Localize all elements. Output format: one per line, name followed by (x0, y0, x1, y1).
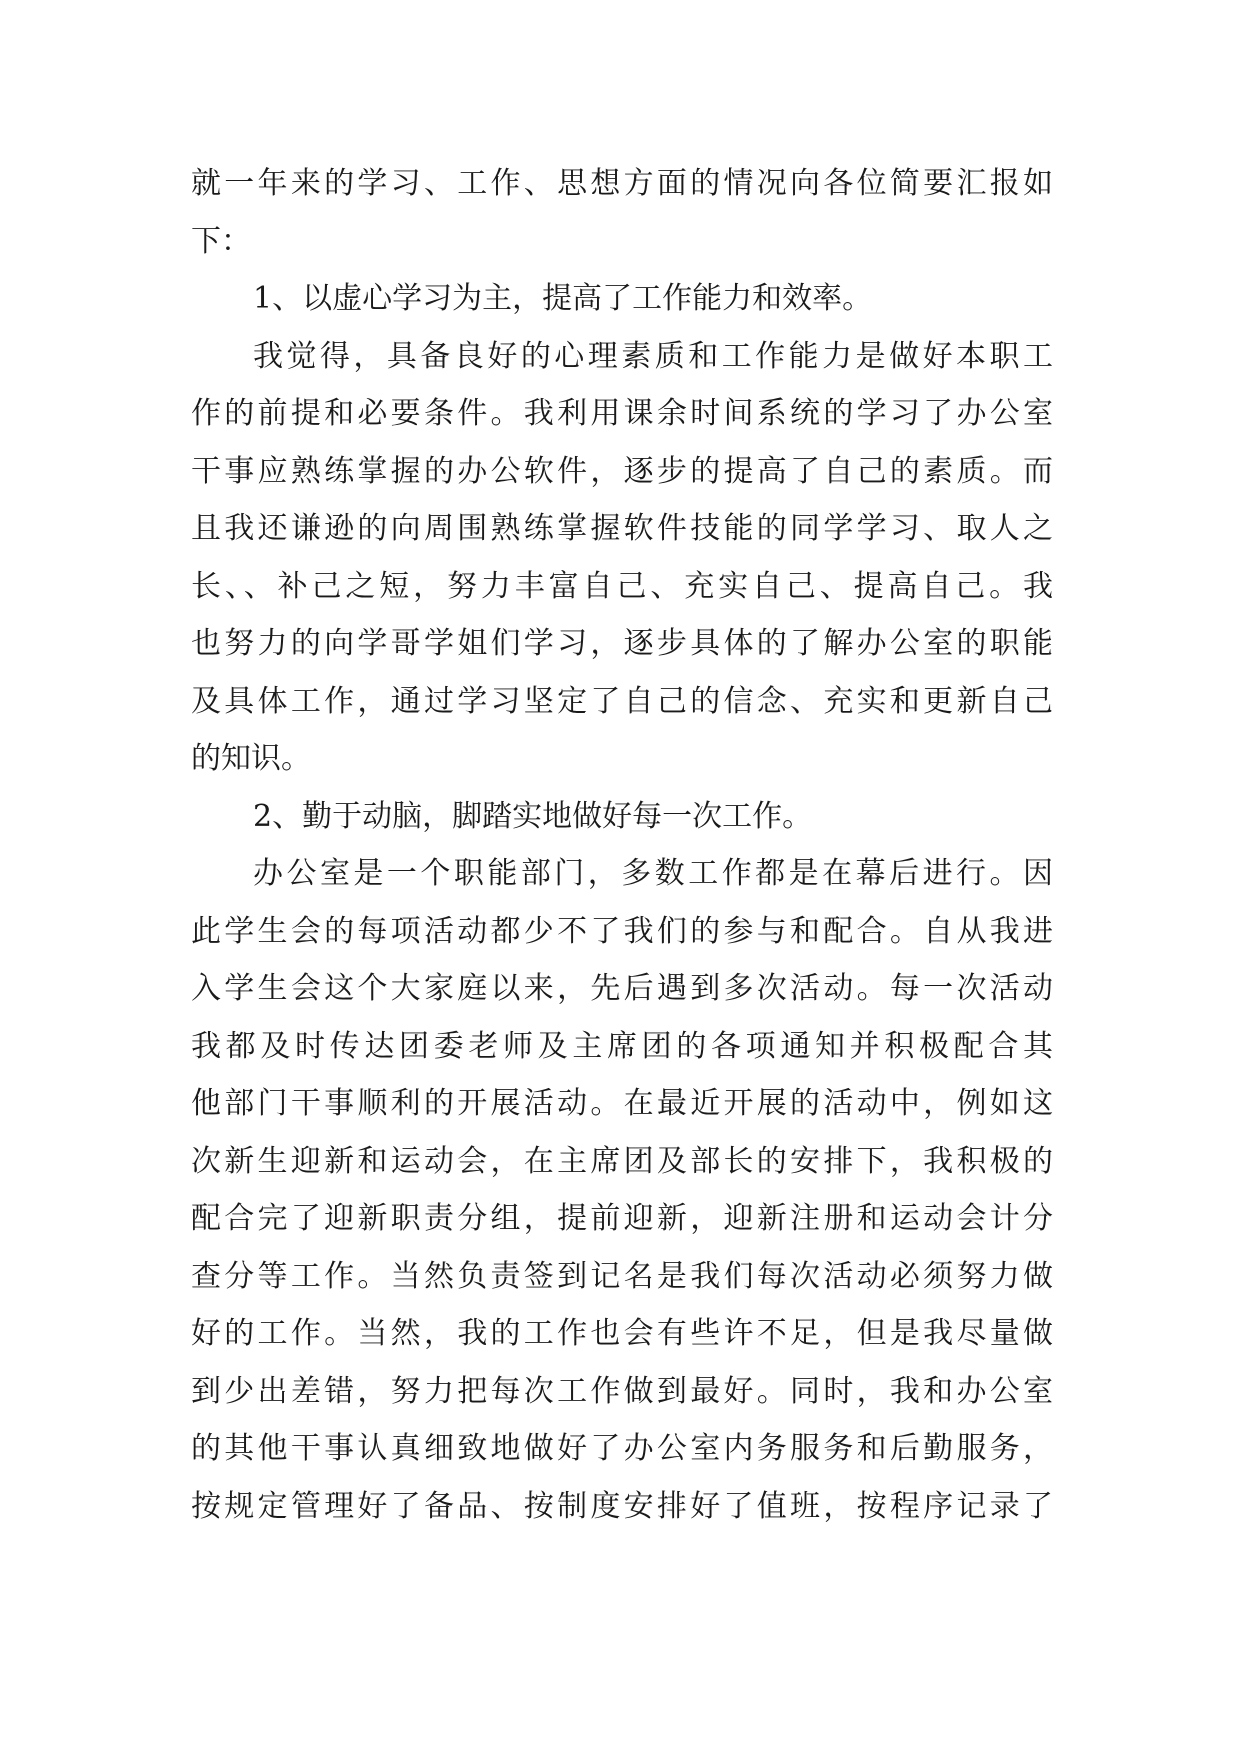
text-line: 好的工作。当然，我的工作也会有些许不足，但是我尽量做 (191, 1316, 1053, 1351)
text-line: 干事应熟练掌握的办公软件，逐步的提高了自己的素质。而 (191, 453, 1053, 489)
document-body (191, 155, 1053, 1535)
text-line: 他部门干事顺利的开展活动。在最近开展的活动中，例如这 (191, 1086, 1053, 1121)
text-line: 的知识。 (191, 741, 311, 776)
text-line: 办公室是一个职能部门，多数工作都是在幕后进行。因 (253, 856, 1053, 891)
text-line: 到少出差错，努力把每次工作做到最好。同时，我和办公室 (191, 1373, 1053, 1409)
text-line: 也努力的向学哥学姐们学习，逐步具体的了解办公室的职能 (191, 626, 1053, 661)
text-line: 及具体工作，通过学习坚定了自己的信念、充实和更新自己 (191, 683, 1053, 719)
text-line: 此学生会的每项活动都少不了我们的参与和配合。自从我进 (191, 913, 1053, 949)
text-line: 次新生迎新和运动会，在主席团及部长的安排下，我积极的 (191, 1143, 1053, 1179)
text-line: 且我还谦逊的向周围熟练掌握软件技能的同学学习、取人之 (191, 511, 1053, 546)
text-line: 就一年来的学习、工作、思想方面的情况向各位简要汇报如 (191, 166, 1053, 201)
text-line: 按规定管理好了备品、按制度安排好了值班，按程序记录了 (191, 1488, 1053, 1524)
text-line: 下： (191, 223, 251, 259)
text-line: 1、以虚心学习为主，提高了工作能力和效率。 (253, 281, 873, 316)
text-line: 作的前提和必要条件。我利用课余时间系统的学习了办公室 (191, 396, 1053, 431)
text-line: 查分等工作。当然负责签到记名是我们每次活动必须努力做 (191, 1258, 1053, 1294)
text-line: 的其他干事认真细致地做好了办公室内务服务和后勤服务， (191, 1431, 1053, 1466)
text-line: 长、、补己之短，努力丰富自己、充实自己、提高自己。我 (191, 568, 1053, 604)
text-line: 配合完了迎新职责分组，提前迎新，迎新注册和运动会计分 (191, 1201, 1053, 1236)
text-line: 入学生会这个大家庭以来，先后遇到多次活动。每一次活动 (191, 971, 1053, 1006)
text-line: 2、勤于动脑，脚踏实地做好每一次工作。 (253, 798, 813, 834)
text-line: 我觉得，具备良好的心理素质和工作能力是做好本职工 (253, 338, 1053, 374)
text-line: 我都及时传达团委老师及主席团的各项通知并积极配合其 (191, 1028, 1053, 1064)
